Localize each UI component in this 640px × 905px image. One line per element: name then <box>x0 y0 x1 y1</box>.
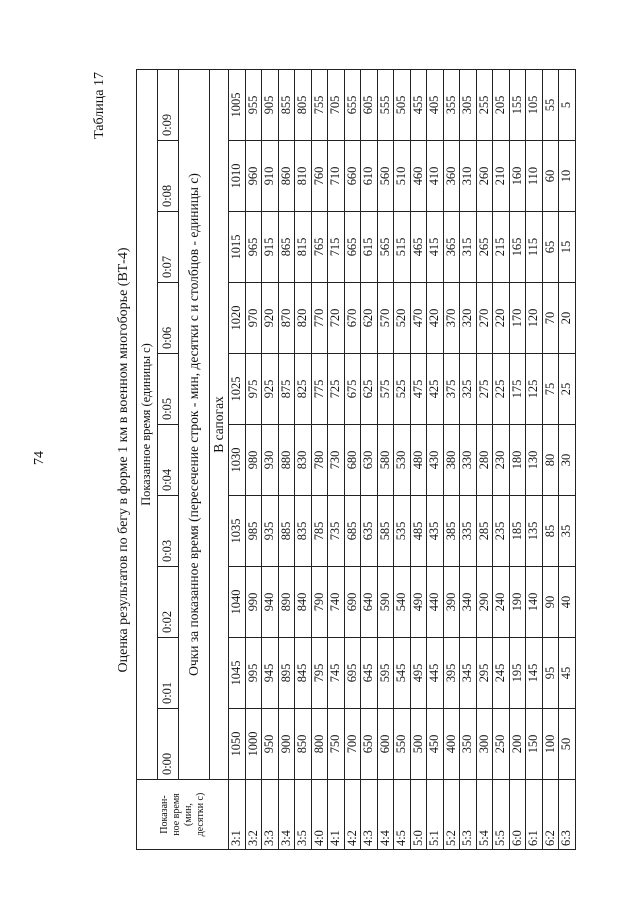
table-cell: 780 <box>311 425 328 496</box>
row-header-cell <box>137 780 229 850</box>
table-row <box>328 69 345 849</box>
table-cell: 295 <box>476 638 493 709</box>
table-row <box>278 69 295 849</box>
table-cell: 725 <box>328 354 345 425</box>
table-cell: 970 <box>245 283 262 354</box>
table-cell: 345 <box>460 638 477 709</box>
table-cell: 320 <box>460 283 477 354</box>
table-cell: 1035 <box>229 496 246 567</box>
table-cell: 390 <box>443 567 460 638</box>
table-cell: 935 <box>262 496 279 567</box>
row-time-label: 3:4 <box>278 780 295 850</box>
table-cell: 315 <box>460 212 477 283</box>
column-header: 0:02 <box>158 567 179 638</box>
table-cell: 995 <box>245 638 262 709</box>
table-cell: 310 <box>460 141 477 212</box>
table-cell: 185 <box>509 496 526 567</box>
table-cell: 675 <box>344 354 361 425</box>
table-cell: 190 <box>509 567 526 638</box>
table-cell: 1005 <box>229 69 246 140</box>
table-cell: 300 <box>476 709 493 780</box>
table-cell: 795 <box>311 638 328 709</box>
table-cell: 630 <box>361 425 378 496</box>
table-cell: 130 <box>526 425 543 496</box>
row-time-label: 4:3 <box>361 780 378 850</box>
table-cell: 60 <box>542 141 559 212</box>
table-cell: 520 <box>394 283 411 354</box>
table-cell: 915 <box>262 212 279 283</box>
row-time-label: 3:2 <box>245 780 262 850</box>
table-cell: 975 <box>245 354 262 425</box>
table-cell: 440 <box>427 567 444 638</box>
row-time-label: 4:5 <box>394 780 411 850</box>
table-cell: 535 <box>394 496 411 567</box>
table-cell: 75 <box>542 354 559 425</box>
table-cell: 735 <box>328 496 345 567</box>
row-time-label: 5:0 <box>410 780 427 850</box>
row-header-line: десятки с) <box>194 792 206 837</box>
table-cell: 1025 <box>229 354 246 425</box>
table-cell: 555 <box>377 69 394 140</box>
table-cell: 450 <box>427 709 444 780</box>
table-cell: 180 <box>509 425 526 496</box>
table-cell: 510 <box>394 141 411 212</box>
table-cell: 1030 <box>229 425 246 496</box>
table-row <box>509 69 526 849</box>
table-cell: 740 <box>328 567 345 638</box>
table-cell: 100 <box>542 709 559 780</box>
table-cell: 680 <box>344 425 361 496</box>
table-cell: 1040 <box>229 567 246 638</box>
table-cell: 715 <box>328 212 345 283</box>
table-cell: 445 <box>427 638 444 709</box>
table-cell: 455 <box>410 69 427 140</box>
rotated-table-block <box>90 70 610 850</box>
table-cell: 695 <box>344 638 361 709</box>
table-cell: 395 <box>443 638 460 709</box>
table-cell: 685 <box>344 496 361 567</box>
table-cell: 670 <box>344 283 361 354</box>
table-cell: 550 <box>394 709 411 780</box>
table-row <box>245 69 262 849</box>
table-cell: 945 <box>262 638 279 709</box>
table-cell: 620 <box>361 283 378 354</box>
table-cell: 250 <box>493 709 510 780</box>
table-cell: 460 <box>410 141 427 212</box>
table-cell: 325 <box>460 354 477 425</box>
table-cell: 920 <box>262 283 279 354</box>
table-cell: 175 <box>509 354 526 425</box>
table-cell: 690 <box>344 567 361 638</box>
table-cell: 70 <box>542 283 559 354</box>
table-row <box>476 69 493 849</box>
row-time-label: 5:3 <box>460 780 477 850</box>
column-header: 0:08 <box>158 141 179 212</box>
column-header: 0:05 <box>158 354 179 425</box>
table-cell: 955 <box>245 69 262 140</box>
table-cell: 280 <box>476 425 493 496</box>
column-header: 0:09 <box>158 69 179 140</box>
table-cell: 195 <box>509 638 526 709</box>
table-cell: 1010 <box>229 141 246 212</box>
table-cell: 860 <box>278 141 295 212</box>
table-row <box>443 69 460 849</box>
table-cell: 20 <box>559 283 576 354</box>
table-cell: 30 <box>559 425 576 496</box>
column-header: 0:04 <box>158 425 179 496</box>
table-cell: 105 <box>526 69 543 140</box>
table-title: Оценка результатов по бегу в форме 1 км в военном многоборье (ВТ-4) <box>116 247 131 673</box>
table-cell: 870 <box>278 283 295 354</box>
table-cell: 965 <box>245 212 262 283</box>
table-cell: 635 <box>361 496 378 567</box>
table-cell: 45 <box>559 638 576 709</box>
row-time-label: 3:5 <box>295 780 312 850</box>
points-header: Очки за показанное время (пересечение строк - мин, десятки с и столбцов - единицы с) <box>179 69 210 779</box>
table-cell: 940 <box>262 567 279 638</box>
table-cell: 705 <box>328 69 345 140</box>
table-cell: 930 <box>262 425 279 496</box>
table-cell: 910 <box>262 141 279 212</box>
table-cell: 305 <box>460 69 477 140</box>
table-row <box>344 69 361 849</box>
table-cell: 580 <box>377 425 394 496</box>
table-cell: 925 <box>262 354 279 425</box>
row-time-label: 3:1 <box>229 780 246 850</box>
table-cell: 370 <box>443 283 460 354</box>
table-number-label: Таблица 17 <box>92 72 107 139</box>
page-number: 74 <box>32 451 47 465</box>
row-time-label: 5:1 <box>427 780 444 850</box>
table-row <box>229 69 246 849</box>
table-cell: 665 <box>344 212 361 283</box>
table-cell: 575 <box>377 354 394 425</box>
table-row <box>295 69 312 849</box>
column-header: 0:03 <box>158 496 179 567</box>
table-cell: 710 <box>328 141 345 212</box>
row-header-line: ное время <box>170 793 182 836</box>
table-cell: 165 <box>509 212 526 283</box>
table-cell: 200 <box>509 709 526 780</box>
table-cell: 515 <box>394 212 411 283</box>
table-cell: 500 <box>410 709 427 780</box>
table-cell: 405 <box>427 69 444 140</box>
table-cell: 835 <box>295 496 312 567</box>
table-cell: 615 <box>361 212 378 283</box>
table-cell: 260 <box>476 141 493 212</box>
table-cell: 700 <box>344 709 361 780</box>
table-row <box>361 69 378 849</box>
table-cell: 140 <box>526 567 543 638</box>
table-cell: 980 <box>245 425 262 496</box>
table-cell: 960 <box>245 141 262 212</box>
table-cell: 340 <box>460 567 477 638</box>
table-cell: 135 <box>526 496 543 567</box>
table-cell: 80 <box>542 425 559 496</box>
table-cell: 490 <box>410 567 427 638</box>
table-cell: 5 <box>559 69 576 140</box>
table-cell: 360 <box>443 141 460 212</box>
table-cell: 865 <box>278 212 295 283</box>
table-cell: 745 <box>328 638 345 709</box>
table-cell: 855 <box>278 69 295 140</box>
table-cell: 85 <box>542 496 559 567</box>
table-body <box>229 69 576 849</box>
row-header-line: Показан- <box>158 795 170 834</box>
table-row <box>262 69 279 849</box>
table-cell: 600 <box>377 709 394 780</box>
table-cell: 610 <box>361 141 378 212</box>
row-time-label: 6:3 <box>559 780 576 850</box>
table-cell: 415 <box>427 212 444 283</box>
table-cell: 410 <box>427 141 444 212</box>
table-cell: 425 <box>427 354 444 425</box>
table-cell: 65 <box>542 212 559 283</box>
table-cell: 55 <box>542 69 559 140</box>
table-cell: 570 <box>377 283 394 354</box>
table-cell: 840 <box>295 567 312 638</box>
table-cell: 810 <box>295 141 312 212</box>
table-cell: 380 <box>443 425 460 496</box>
table-cell: 365 <box>443 212 460 283</box>
table-cell: 90 <box>542 567 559 638</box>
table-cell: 875 <box>278 354 295 425</box>
column-header: 0:07 <box>158 212 179 283</box>
table-cell: 805 <box>295 69 312 140</box>
row-time-label: 4:2 <box>344 780 361 850</box>
table-cell: 50 <box>559 709 576 780</box>
row-time-label: 6:0 <box>509 780 526 850</box>
table-cell: 480 <box>410 425 427 496</box>
table-cell: 110 <box>526 141 543 212</box>
table-cell: 210 <box>493 141 510 212</box>
table-cell: 1000 <box>245 709 262 780</box>
table-cell: 270 <box>476 283 493 354</box>
column-header: 0:00 <box>158 709 179 780</box>
table-cell: 485 <box>410 496 427 567</box>
table-cell: 760 <box>311 141 328 212</box>
row-time-label: 5:5 <box>493 780 510 850</box>
table-cell: 850 <box>295 709 312 780</box>
table-cell: 775 <box>311 354 328 425</box>
table-cell: 650 <box>361 709 378 780</box>
table-cell: 645 <box>361 638 378 709</box>
table-cell: 1020 <box>229 283 246 354</box>
table-row <box>526 69 543 849</box>
table-cell: 825 <box>295 354 312 425</box>
table-cell: 265 <box>476 212 493 283</box>
table-cell: 800 <box>311 709 328 780</box>
row-time-label: 6:2 <box>542 780 559 850</box>
shown-time-header: Показанное время (единицы с) <box>137 69 158 779</box>
table-cell: 255 <box>476 69 493 140</box>
table-cell: 540 <box>394 567 411 638</box>
table-cell: 900 <box>278 709 295 780</box>
row-time-label: 5:4 <box>476 780 493 850</box>
table-cell: 505 <box>394 69 411 140</box>
section-label: В сапогах <box>210 69 229 779</box>
table-cell: 150 <box>526 709 543 780</box>
table-cell: 465 <box>410 212 427 283</box>
table-cell: 885 <box>278 496 295 567</box>
table-cell: 120 <box>526 283 543 354</box>
column-header: 0:01 <box>158 638 179 709</box>
table-cell: 890 <box>278 567 295 638</box>
table-cell: 475 <box>410 354 427 425</box>
row-time-label: 6:1 <box>526 780 543 850</box>
table-cell: 245 <box>493 638 510 709</box>
results-table <box>136 69 576 850</box>
table-cell: 420 <box>427 283 444 354</box>
table-cell: 1045 <box>229 638 246 709</box>
table-cell: 640 <box>361 567 378 638</box>
table-cell: 895 <box>278 638 295 709</box>
table-row <box>427 69 444 849</box>
table-cell: 170 <box>509 283 526 354</box>
table-cell: 525 <box>394 354 411 425</box>
table-row <box>493 69 510 849</box>
table-cell: 990 <box>245 567 262 638</box>
table-cell: 400 <box>443 709 460 780</box>
column-header: 0:06 <box>158 283 179 354</box>
table-row <box>542 69 559 849</box>
row-time-label: 4:1 <box>328 780 345 850</box>
row-time-label: 5:2 <box>443 780 460 850</box>
table-cell: 770 <box>311 283 328 354</box>
table-row <box>410 69 427 849</box>
table-row <box>377 69 394 849</box>
table-cell: 655 <box>344 69 361 140</box>
table-cell: 750 <box>328 709 345 780</box>
table-cell: 950 <box>262 709 279 780</box>
table-cell: 585 <box>377 496 394 567</box>
table-cell: 755 <box>311 69 328 140</box>
table-cell: 790 <box>311 567 328 638</box>
table-cell: 765 <box>311 212 328 283</box>
table-cell: 565 <box>377 212 394 283</box>
table-cell: 845 <box>295 638 312 709</box>
table-cell: 1015 <box>229 212 246 283</box>
table-cell: 595 <box>377 638 394 709</box>
table-cell: 275 <box>476 354 493 425</box>
table-cell: 660 <box>344 141 361 212</box>
table-cell: 625 <box>361 354 378 425</box>
table-row <box>559 69 576 849</box>
table-cell: 10 <box>559 141 576 212</box>
table-cell: 95 <box>542 638 559 709</box>
table-row <box>460 69 477 849</box>
table-cell: 590 <box>377 567 394 638</box>
table-cell: 470 <box>410 283 427 354</box>
row-time-label: 3:3 <box>262 780 279 850</box>
table-cell: 350 <box>460 709 477 780</box>
table-cell: 830 <box>295 425 312 496</box>
table-cell: 205 <box>493 69 510 140</box>
row-header-line: (мин, <box>182 803 194 826</box>
table-cell: 155 <box>509 69 526 140</box>
table-cell: 330 <box>460 425 477 496</box>
table-row <box>311 69 328 849</box>
table-cell: 290 <box>476 567 493 638</box>
table-cell: 985 <box>245 496 262 567</box>
table-cell: 495 <box>410 638 427 709</box>
row-time-label: 4:4 <box>377 780 394 850</box>
table-row <box>394 69 411 849</box>
table-cell: 880 <box>278 425 295 496</box>
table-cell: 730 <box>328 425 345 496</box>
table-cell: 1050 <box>229 709 246 780</box>
table-cell: 385 <box>443 496 460 567</box>
table-cell: 545 <box>394 638 411 709</box>
column-header-row <box>158 69 179 849</box>
table-cell: 25 <box>559 354 576 425</box>
table-cell: 160 <box>509 141 526 212</box>
table-cell: 430 <box>427 425 444 496</box>
table-cell: 435 <box>427 496 444 567</box>
table-cell: 235 <box>493 496 510 567</box>
table-cell: 720 <box>328 283 345 354</box>
table-cell: 285 <box>476 496 493 567</box>
table-cell: 225 <box>493 354 510 425</box>
table-cell: 355 <box>443 69 460 140</box>
table-cell: 220 <box>493 283 510 354</box>
table-cell: 785 <box>311 496 328 567</box>
table-cell: 35 <box>559 496 576 567</box>
table-cell: 530 <box>394 425 411 496</box>
table-cell: 40 <box>559 567 576 638</box>
table-cell: 230 <box>493 425 510 496</box>
table-cell: 335 <box>460 496 477 567</box>
row-time-label: 4:0 <box>311 780 328 850</box>
table-cell: 905 <box>262 69 279 140</box>
table-cell: 145 <box>526 638 543 709</box>
table-cell: 605 <box>361 69 378 140</box>
table-cell: 115 <box>526 212 543 283</box>
table-cell: 815 <box>295 212 312 283</box>
table-cell: 820 <box>295 283 312 354</box>
table-cell: 560 <box>377 141 394 212</box>
table-cell: 215 <box>493 212 510 283</box>
table-cell: 375 <box>443 354 460 425</box>
table-cell: 125 <box>526 354 543 425</box>
table-cell: 15 <box>559 212 576 283</box>
table-cell: 240 <box>493 567 510 638</box>
